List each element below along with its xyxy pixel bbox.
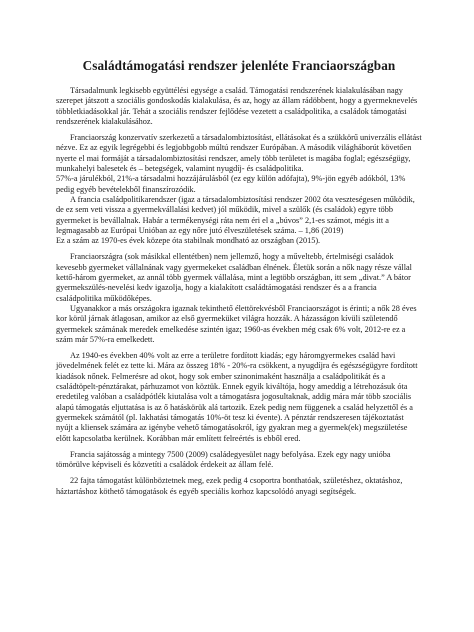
paragraph-support-types: 22 fajta támogatást különböztetnek meg, ezek pedig 4 csoportra bonthatóak, születéshez, oktatáshoz, háztartáshoz köthető támogatások és egyéb speciális korhoz kapcsolódó anyagi segítségek. [56, 476, 403, 496]
paragraph-stability: Ez a szám az 1970-es évek közepe óta stabilnak mondható az országban (2015). [56, 236, 321, 246]
paragraph-family-policy: A francia családpolitikarendszer (igaz a társadalombiztosítási rendszer 2002 óta veszteségesen működik, de ez sem veti vissza a gyermekvállalási kedvet) jól működik, mivel a szülők (és családok) egyre több gyermeket is bevállalnak. Habár a termékenységi ráta nem éri el a „búvos” 2,1-es számot, mégis itt a legmagasabb az Európai Unióban az egy nőre jutó élveszületések száma. – 1,86 (2019) [56, 194, 415, 235]
paragraph-system: Franciaország konzervatív szerkezetű a társadalombiztosítást, ellátásokat és a szükkörű univerzális ellátást nézve. Ez az egyik legrégebbi és legjobbgobb múltú rendszer Európában. A második világháborút követően nyerte el mai formáját a társadalombiztosítási rendszer, amely több területet is magába foglal; egészségügy, munkahelyi balesetek és – betegségek, valamint nyugdíj- és családpolitika. [56, 133, 422, 174]
paragraph-expenditure: Az 1940-es években 40% volt az erre a területre fordított kiadás; egy háromgyermekes család havi jövedelmének felét ez tette ki. Mára az összeg 18% - 20%-ra csökkent, a nyugdíjra és egészségügyre fordított kiadások nőnek. Felmerésre ad okot, hogy sok ember szinonimaként használja a családpolitikát és a családtöpelt-pénztárakat, párhuzamot von köztük. Ennek egyik kiváltója, hogy ameddig a létrehozásuk óta eredetileg valóban a családpótlék kiutalása volt a támogatásra jogosultaknak, addig mára már több szociális alapú támogatás eljuttatása is az ő hatáskörük alá tartozik. Ezek pedig nem függenek a család helyzettől és a gyermekek számától (pl. lakhatási támogatás 10%-öt tesz ki évente). A pénztár rendszeresen tájékoztatást nyújt a kliensek számára az igénybe vehető támogatásokról, így gyakran meg a gyermek(ek) megszületése előtt kapcsolatba kerülnek. Korábban már említett felreértés is ebből ered. [56, 351, 418, 443]
paragraph-financing: 57%-a járulékból, 21%-a társadalmi hozzájárulásból (ez egy külön adófajta), 9%-jön egyéb adókból, 13% pedig egyéb bevételekből finanszírozódik. [56, 174, 406, 194]
paragraph-intro: Társadalmunk legkisebb együttélési egysége a család. Támogatási rendszerének kialakulásában nagy szerepet játszott a szociális gondoskodás kialakulása, és az, hogy az állam rádöbbent, hogy a gyermeknevelés többletkiadásokkal jár. Tehát a szociális rendszer fejlődése vezetett a családpolitika, a családok támogatási rendszerének kialakulásához. [56, 86, 418, 126]
paragraph-children: Franciaországra (sok másikkal ellentétben) nem jellemző, hogy a műveltebb, értelmiségi családok kevesebb gyermeket vállalnának vagy gyermekeket családban élnének. Életük során a nők nagy része vállal kettő-három gyermeket, az annál több gyermek vállalása, mint a legtöbb országban, itt sem „divat.” A bátor gyermekszülés-nevelési kedv igazolja, hogy a kialakított családtámogatási rendszer és a a francia családpolitika működőképes. [56, 252, 412, 303]
paragraph-age-trends: Ugyanakkor a más országokra igaznak tekinthető élettörekvésből Franciaországot is érinti; a nők 28 éves kor körül járnak átlagosan, amikor az első gyermeküket világra hozzák. A házasságon kívüli születendő gyermekek számának meredek emelkedése szintén igaz; 1960-as években még csak 6% volt, 2012-re ez a szám már 57%-ra emelkedett. [56, 303, 417, 344]
document-title: Családtámogatási rendszer jelenléte Franciaországban [82, 58, 396, 73]
paragraph-associations: Francia sajátosság a mintegy 7500 (2009) családegyesület nagy befolyása. Ezek egy nagy unióba tömörülve képviseli és közvetíti a családok érdekeit az állam felé. [56, 449, 391, 470]
